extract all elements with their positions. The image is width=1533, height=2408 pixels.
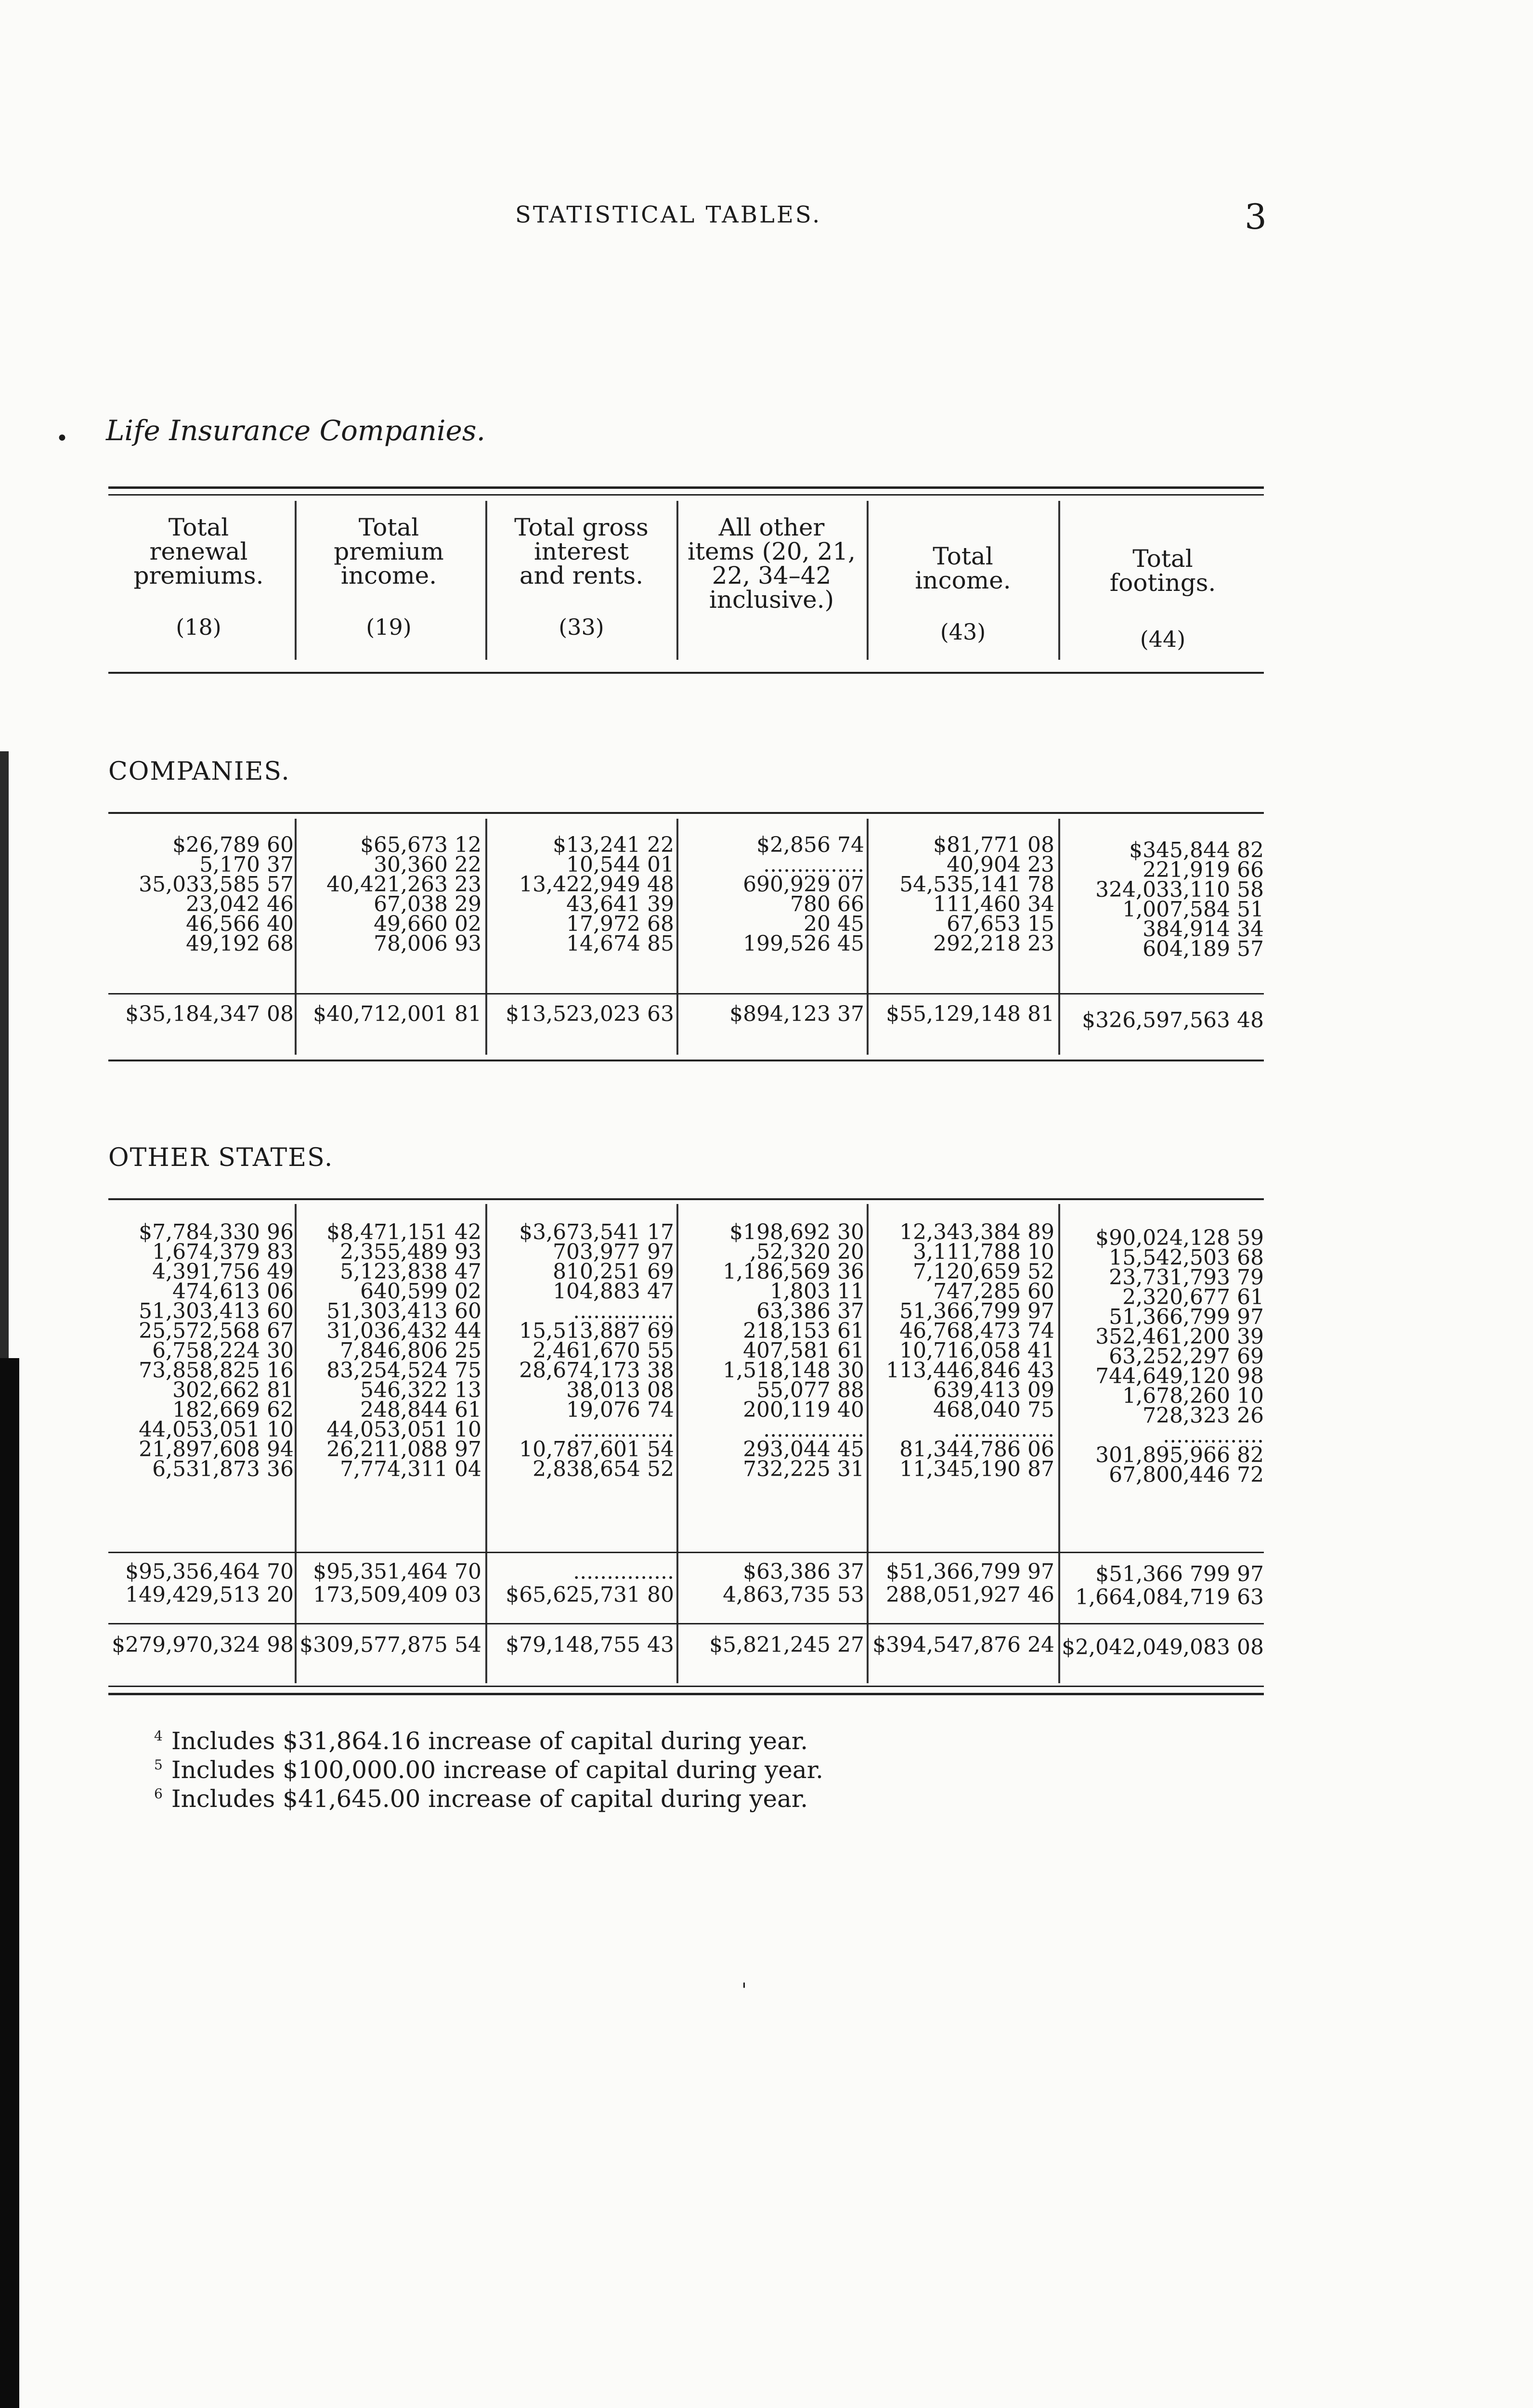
table-cell: 63,252,297 69 xyxy=(1109,1344,1264,1369)
table-cell: $65,673 12 xyxy=(360,833,481,857)
table-cell: 640,599 02 xyxy=(360,1279,481,1304)
table-cell: 15,513,887 69 xyxy=(519,1319,674,1343)
table-cell: ,52,320 20 xyxy=(750,1240,864,1264)
table-cell: 1,007,584 51 xyxy=(1122,897,1264,922)
table-cell: 7,774,311 04 xyxy=(340,1457,481,1481)
column-divider xyxy=(1058,1204,1060,1683)
table-cell: 199,526 45 xyxy=(743,931,864,956)
other-states-column xyxy=(679,1222,864,1479)
footnote-text: Includes $41,645.00 increase of capital during year. xyxy=(171,1785,808,1813)
table-cell: $8,471,151 42 xyxy=(326,1220,481,1244)
header-divider xyxy=(295,501,297,660)
other-states-total: $309,577,875 54 xyxy=(299,1633,481,1657)
table-cell: 25,572,568 67 xyxy=(139,1319,294,1343)
table-cell: 468,040 75 xyxy=(933,1398,1054,1422)
subtotal-column xyxy=(489,1560,674,1607)
bullet-mark: • xyxy=(56,426,68,451)
table-cell: 221,919 66 xyxy=(1143,858,1264,882)
subtotal-cell: 149,429,513 20 xyxy=(125,1583,294,1607)
table-cell: 407,581 61 xyxy=(743,1338,864,1363)
table-cell: 703,977 97 xyxy=(553,1240,674,1264)
footnote-mark: 6 xyxy=(154,1786,163,1802)
subtotal-cell: $65,625,731 80 xyxy=(506,1583,674,1607)
table-cell: 780 66 xyxy=(790,892,864,916)
table-cell: 639,413 09 xyxy=(933,1378,1054,1402)
table-cell: ............... xyxy=(953,1417,1054,1442)
footnote xyxy=(154,1753,823,1782)
table-cell: ............... xyxy=(1163,1423,1264,1448)
table-cell: 20 45 xyxy=(804,912,864,936)
page-number: 3 xyxy=(1245,196,1267,237)
other-states-top-rule xyxy=(108,1198,1264,1200)
table-cell: 7,846,806 25 xyxy=(340,1338,481,1363)
table-cell: 49,660 02 xyxy=(374,912,481,936)
subtotal-column xyxy=(296,1560,481,1607)
table-cell: 73,858,825 16 xyxy=(139,1358,294,1383)
subtotal-cell: $51,366,799 97 xyxy=(886,1559,1054,1584)
table-cell: 6,758,224 30 xyxy=(152,1338,294,1363)
table-cell: 690,929 07 xyxy=(743,872,864,897)
table-cell: ............... xyxy=(763,1417,864,1442)
column-divider xyxy=(676,1204,678,1683)
footnote-text: Includes $31,864.16 increase of capital during year. xyxy=(171,1727,808,1755)
column-divider xyxy=(867,1204,869,1683)
table-cell: 7,120,659 52 xyxy=(913,1259,1054,1284)
companies-column xyxy=(869,835,1054,954)
table-cell: 352,461,200 39 xyxy=(1095,1324,1264,1349)
companies-column xyxy=(489,835,674,954)
table-cell: 2,461,670 55 xyxy=(533,1338,674,1363)
table-cell: 4,391,756 49 xyxy=(152,1259,294,1284)
column-heading: Total premium income. xyxy=(334,513,444,589)
table-cell: 218,153 61 xyxy=(743,1319,864,1343)
other-states-total: $2,042,049,083 08 xyxy=(1062,1635,1264,1660)
table-cell: 474,613 06 xyxy=(172,1279,294,1304)
table-cell: 2,355,489 93 xyxy=(340,1240,481,1264)
ink-speck: ' xyxy=(741,1979,747,2002)
table-cell: 67,653 15 xyxy=(947,912,1054,936)
table-cell: 83,254,524 75 xyxy=(326,1358,481,1383)
table-cell: 1,803 11 xyxy=(770,1279,864,1304)
table-cell: 55,077 88 xyxy=(756,1378,864,1402)
table-top-rule-inner xyxy=(108,494,1264,496)
table-cell: 12,343,384 89 xyxy=(899,1220,1054,1244)
subtotal-column xyxy=(1062,1563,1264,1609)
table-cell: 46,566 40 xyxy=(186,912,294,936)
column-divider xyxy=(485,819,487,1055)
table-cell: 302,662 81 xyxy=(172,1378,294,1402)
table-cell: 30,360 22 xyxy=(374,852,481,877)
column-heading: All other items (20, 21, 22, 34–42 inclusive.) xyxy=(687,513,856,614)
table-cell: 1,518,148 30 xyxy=(723,1358,864,1383)
other-states-total: $279,970,324 98 xyxy=(112,1633,294,1657)
table-cell: 5,170 37 xyxy=(199,852,294,877)
subtotal-cell: 4,863,735 53 xyxy=(723,1583,864,1607)
companies-total: $894,123 37 xyxy=(729,1002,864,1026)
table-cell: 384,914 34 xyxy=(1143,917,1264,942)
column-number: (19) xyxy=(366,614,412,640)
column-heading: Total gross interest and rents. xyxy=(514,513,649,589)
table-bottom-rule-outer xyxy=(108,1693,1264,1695)
other-states-label: OTHER STATES. xyxy=(108,1143,334,1172)
table-cell: 46,768,473 74 xyxy=(899,1319,1054,1343)
table-cell: 728,323 26 xyxy=(1143,1403,1264,1428)
subtotal-cell: $95,351,464 70 xyxy=(313,1559,481,1584)
table-cell: ............... xyxy=(763,852,864,877)
column-number: (43) xyxy=(940,619,986,645)
table-cell: 35,033,585 57 xyxy=(139,872,294,897)
table-cell: 23,042 46 xyxy=(186,892,294,916)
table-cell: 5,123,838 47 xyxy=(340,1259,481,1284)
column-divider xyxy=(1058,819,1060,1055)
column-divider xyxy=(867,819,869,1055)
table-cell: 28,674,173 38 xyxy=(519,1358,674,1383)
footnote xyxy=(154,1724,823,1753)
companies-column xyxy=(108,835,294,954)
table-cell: 51,366,799 97 xyxy=(899,1299,1054,1323)
table-cell: 67,038 29 xyxy=(374,892,481,916)
table-cell: $90,024,128 59 xyxy=(1095,1226,1264,1250)
table-cell: 40,421,263 23 xyxy=(326,872,481,897)
table-cell: 732,225 31 xyxy=(743,1457,864,1481)
table-cell: 63,386 37 xyxy=(756,1299,864,1323)
companies-total: $40,712,001 81 xyxy=(313,1002,481,1026)
table-cell: 23,731,793 79 xyxy=(1109,1265,1264,1290)
other-states-total-rule xyxy=(108,1623,1264,1624)
other-states-total: $5,821,245 27 xyxy=(709,1633,864,1657)
other-states-total: $79,148,755 43 xyxy=(506,1633,674,1657)
table-cell: 292,218 23 xyxy=(933,931,1054,956)
subtotal-column xyxy=(679,1560,864,1607)
section-title: Life Insurance Companies. xyxy=(106,414,486,447)
header-divider xyxy=(485,501,487,660)
binding-edge xyxy=(0,1358,19,2408)
table-cell: 38,013 08 xyxy=(566,1378,674,1402)
footnote xyxy=(154,1782,823,1811)
table-cell: $26,789 60 xyxy=(172,833,294,857)
table-cell: 604,189 57 xyxy=(1143,937,1264,961)
table-cell: 26,211,088 97 xyxy=(326,1437,481,1462)
column-heading: Total footings. xyxy=(1109,545,1216,597)
column-heading: Total renewal premiums. xyxy=(133,513,264,589)
table-cell: 11,345,190 87 xyxy=(899,1457,1054,1481)
table-cell: 13,422,949 48 xyxy=(519,872,674,897)
other-states-column xyxy=(108,1222,294,1479)
table-cell: 200,119 40 xyxy=(743,1398,864,1422)
table-cell: 51,303,413 60 xyxy=(326,1299,481,1323)
table-cell: 19,076 74 xyxy=(566,1398,674,1422)
companies-total: $13,523,023 63 xyxy=(506,1002,674,1026)
subtotal-cell: $51,366 799 97 xyxy=(1095,1562,1264,1586)
table-cell: 31,036,432 44 xyxy=(326,1319,481,1343)
table-cell: 10,787,601 54 xyxy=(519,1437,674,1462)
table-bottom-rule xyxy=(108,1686,1264,1687)
companies-column xyxy=(679,835,864,954)
subtotal-cell: 173,509,409 03 xyxy=(313,1583,481,1607)
table-cell: $13,241 22 xyxy=(553,833,674,857)
table-cell: 546,322 13 xyxy=(360,1378,481,1402)
other-states-total: $394,547,876 24 xyxy=(872,1633,1054,1657)
table-cell: $345,844 82 xyxy=(1129,838,1264,863)
table-cell: 810,251 69 xyxy=(553,1259,674,1284)
header-divider xyxy=(867,501,869,660)
companies-column xyxy=(296,835,481,954)
table-cell: 324,033,110 58 xyxy=(1095,877,1264,902)
table-cell: 51,303,413 60 xyxy=(139,1299,294,1323)
companies-bottom-rule xyxy=(108,1060,1264,1061)
table-cell: 14,674 85 xyxy=(566,931,674,956)
table-cell: 1,678,260 10 xyxy=(1122,1384,1264,1408)
column-number: (44) xyxy=(1140,626,1186,652)
table-cell: 81,344,786 06 xyxy=(899,1437,1054,1462)
table-cell: $198,692 30 xyxy=(729,1220,864,1244)
subtotal-column xyxy=(108,1560,294,1607)
subtotal-cell: ............... xyxy=(573,1559,674,1584)
table-cell: 43,641 39 xyxy=(566,892,674,916)
table-cell: ............... xyxy=(573,1417,674,1442)
table-cell: 3,111,788 10 xyxy=(913,1240,1054,1264)
header-bottom-rule xyxy=(108,672,1264,674)
table-cell: 67,800,446 72 xyxy=(1109,1463,1264,1487)
table-cell: 182,669 62 xyxy=(172,1398,294,1422)
header-divider xyxy=(1058,501,1060,660)
footnote-text: Includes $100,000.00 increase of capital during year. xyxy=(171,1756,824,1784)
column-divider xyxy=(295,1204,297,1683)
companies-label: COMPANIES. xyxy=(108,757,290,786)
column-number: (33) xyxy=(559,614,604,640)
other-states-column xyxy=(869,1222,1054,1479)
table-cell: 44,053,051 10 xyxy=(326,1417,481,1442)
table-cell: 40,904 23 xyxy=(947,852,1054,877)
column-divider xyxy=(676,819,678,1055)
subtotal-cell: $95,356,464 70 xyxy=(125,1559,294,1584)
table-cell: $81,771 08 xyxy=(933,833,1054,857)
table-cell: 6,531,873 36 xyxy=(152,1457,294,1481)
table-cell: 51,366,799 97 xyxy=(1109,1305,1264,1329)
other-states-subtotal-rule xyxy=(108,1552,1264,1553)
table-cell: 1,186,569 36 xyxy=(723,1259,864,1284)
table-cell: 44,053,051 10 xyxy=(139,1417,294,1442)
subtotal-cell: 288,051,927 46 xyxy=(886,1583,1054,1607)
footnote-mark: 4 xyxy=(154,1728,163,1744)
other-states-column xyxy=(1062,1228,1264,1485)
subtotal-cell: $63,386 37 xyxy=(743,1559,864,1584)
table-cell: ............... xyxy=(573,1299,674,1323)
other-states-column xyxy=(489,1222,674,1479)
companies-top-rule xyxy=(108,812,1264,814)
table-cell: $7,784,330 96 xyxy=(139,1220,294,1244)
header-divider xyxy=(676,501,678,660)
table-cell: 293,044 45 xyxy=(743,1437,864,1462)
other-states-column xyxy=(296,1222,481,1479)
companies-total: $326,597,563 48 xyxy=(1082,1008,1264,1033)
companies-total: $55,129,148 81 xyxy=(886,1002,1054,1026)
table-cell: 111,460 34 xyxy=(933,892,1054,916)
subtotal-column xyxy=(869,1560,1054,1607)
table-cell: $2,856 74 xyxy=(756,833,864,857)
table-cell: 10,544 01 xyxy=(566,852,674,877)
companies-total-rule xyxy=(108,993,1264,995)
table-cell: 21,897,608 94 xyxy=(139,1437,294,1462)
table-cell: 747,285 60 xyxy=(933,1279,1054,1304)
table-cell: 2,838,654 52 xyxy=(533,1457,674,1481)
table-cell: 301,895,966 82 xyxy=(1095,1443,1264,1467)
subtotal-cell: 1,664,084,719 63 xyxy=(1075,1585,1264,1610)
table-cell: $3,673,541 17 xyxy=(519,1220,674,1244)
table-cell: 1,674,379 83 xyxy=(152,1240,294,1264)
table-cell: 113,446,846 43 xyxy=(886,1358,1054,1383)
table-cell: 248,844 61 xyxy=(360,1398,481,1422)
footnote-mark: 5 xyxy=(154,1757,163,1773)
companies-column xyxy=(1062,840,1264,959)
running-head: STATISTICAL TABLES. xyxy=(515,201,822,228)
table-top-rule xyxy=(108,486,1264,489)
table-cell: 2,320,677 61 xyxy=(1122,1285,1264,1309)
table-cell: 54,535,141 78 xyxy=(899,872,1054,897)
table-cell: 78,006 93 xyxy=(374,931,481,956)
footnotes xyxy=(154,1724,823,1811)
table-cell: 744,649,120 98 xyxy=(1095,1364,1264,1388)
table-cell: 104,883 47 xyxy=(553,1279,674,1304)
table-cell: 10,716,058 41 xyxy=(899,1338,1054,1363)
column-number: (18) xyxy=(176,614,221,640)
table-cell: 49,192 68 xyxy=(186,931,294,956)
column-heading: Total income. xyxy=(915,542,1011,594)
table-cell: 17,972 68 xyxy=(566,912,674,936)
companies-total: $35,184,347 08 xyxy=(125,1002,294,1026)
binding-shadow xyxy=(0,751,9,1358)
column-divider xyxy=(485,1204,487,1683)
table-cell: 15,542,503 68 xyxy=(1109,1245,1264,1270)
